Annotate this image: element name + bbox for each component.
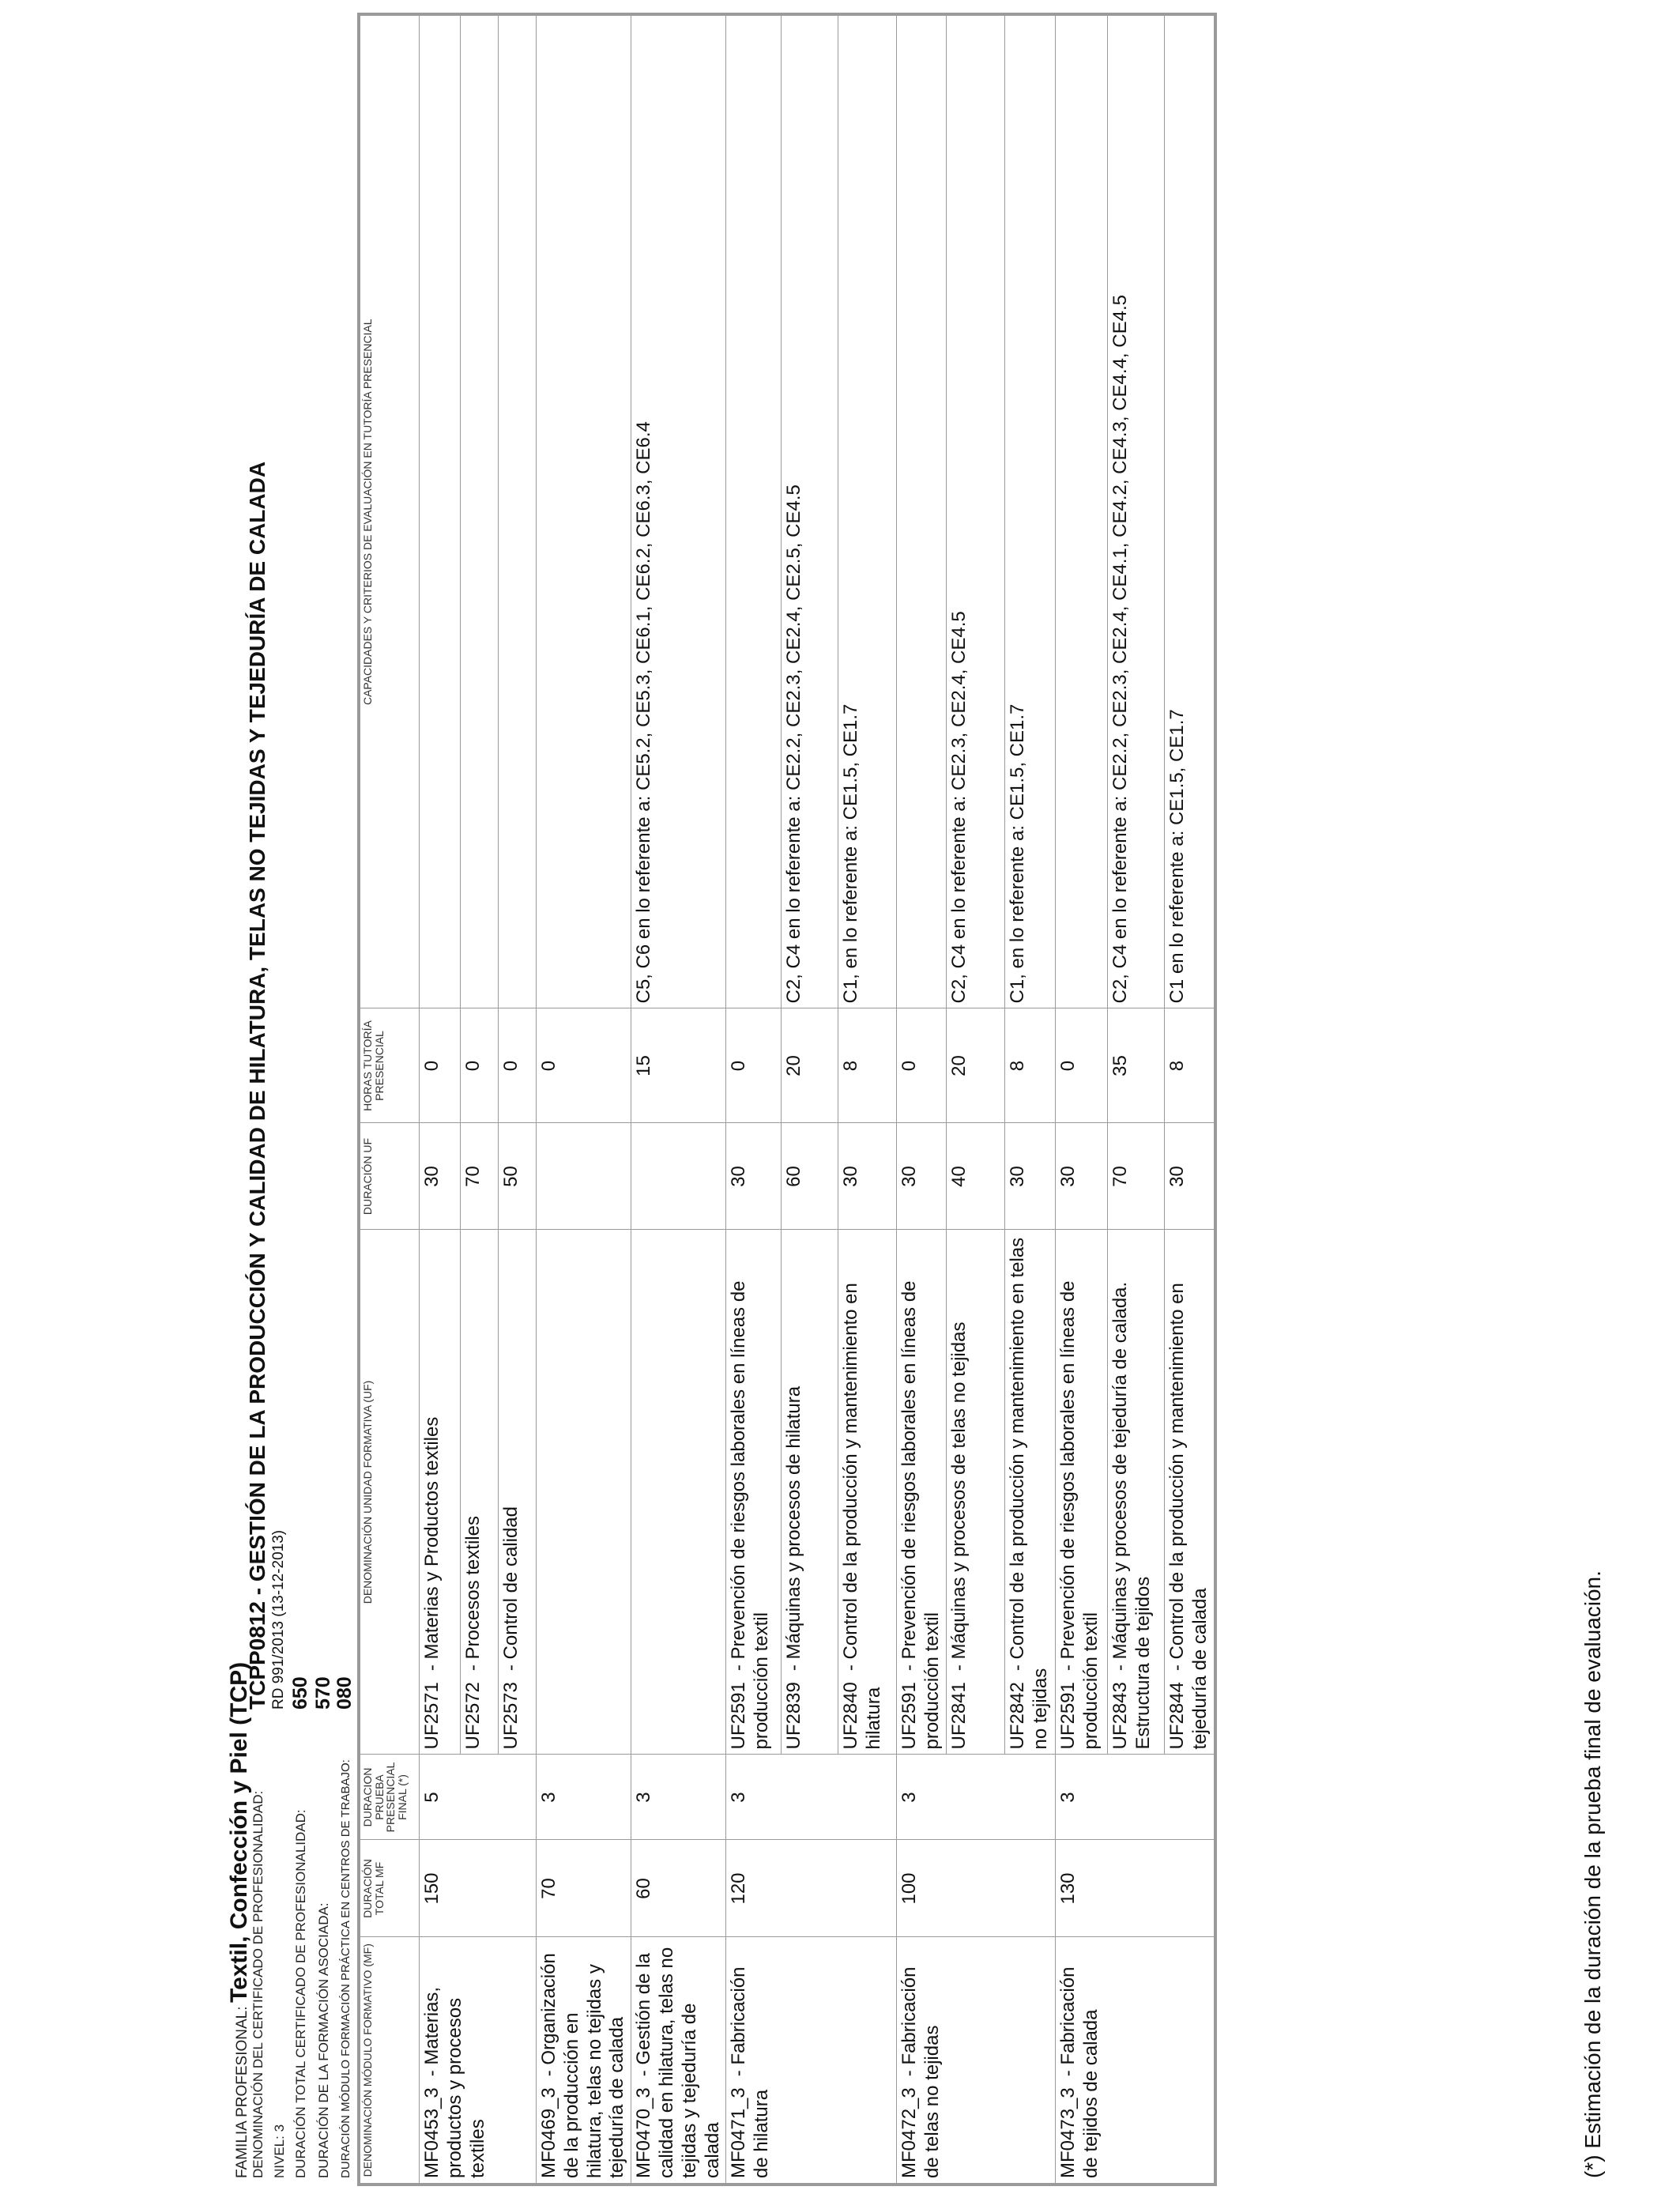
capacidades-text (897, 14, 947, 1008)
duracion-practica-row (333, 1676, 356, 2178)
familia-value: Textil, Confección y Piel (TCP) (226, 1661, 252, 2004)
uf-name: - Máquinas y procesos de hilatura (783, 1385, 805, 1672)
capacidades-text: C1, en lo referente a: CE1.5, CE1.7 (838, 14, 897, 1008)
uf-code: UF2591 (728, 1682, 750, 1750)
certificado-label: DENOMINACIÓN DEL CERTIFICADO DE PROFESIONALIDAD: (250, 1790, 266, 2178)
uf-duracion: 30 (838, 1123, 897, 1230)
uf-name: - Control de la producción y mantenimiento en tejeduría de calada (1166, 1283, 1211, 1750)
horas-tutoria: 8 (838, 1008, 897, 1123)
col-header-duracion-uf: DURACIÓN UF (359, 1123, 420, 1230)
uf-duracion: 30 (897, 1123, 947, 1230)
mf-name: - Materias, productos y procesos textiles (421, 1986, 488, 2178)
horas-tutoria: 15 (631, 1008, 726, 1123)
table-row (537, 14, 631, 2185)
mf-name: - Organización de la producción en hilatura, telas no tejidas y tejeduría de calada (538, 1953, 628, 2178)
modules-table (357, 13, 1217, 2186)
horas-tutoria: 0 (499, 1008, 537, 1123)
mf-name: - Gestión de la calidad en hilatura, telas no tejidas y tejeduría de calada (633, 1947, 723, 2178)
uf-code: UF2591 (1057, 1682, 1079, 1750)
mf-cell (537, 1937, 631, 2185)
horas-tutoria: 35 (1107, 1008, 1164, 1123)
duracion-total-label: DURACIÓN TOTAL CERTIFICADO DE PROFESIONALIDAD: (293, 1809, 308, 2178)
uf-duracion: 30 (420, 1123, 461, 1230)
horas-tutoria: 0 (897, 1008, 947, 1123)
table-body (420, 14, 1215, 2185)
capacidades-text: C1 en lo referente a: CE1.5, CE1.7 (1164, 14, 1215, 1008)
mf-name: - Fabricación de tejidos de calada (1057, 1966, 1102, 2178)
duracion-formacion-row (312, 1676, 334, 2178)
certificado-title: TCPP0812 - GESTIÓN DE LA PRODUCCIÓN Y CALIDAD DE HILATURA, TELAS NO TEJIDAS Y TEJEDURÍA DE CALADA (245, 461, 269, 1710)
mf-cell (420, 1937, 537, 2185)
uf-code: UF2842 (1006, 1682, 1028, 1750)
uf-cell (631, 1230, 726, 1755)
mf-duracion: 70 (537, 1840, 631, 1937)
table-header-row (359, 14, 420, 2185)
mf-cell (897, 1937, 1056, 2185)
uf-code: UF2843 (1109, 1682, 1131, 1750)
duracion-total-row (289, 1676, 311, 2178)
horas-tutoria: 8 (1004, 1008, 1055, 1123)
mf-prueba: 5 (420, 1755, 537, 1840)
col-header-uf: DENOMINACIÓN UNIDAD FORMATIVA (UF) (359, 1230, 420, 1755)
mf-cell (631, 1937, 726, 2185)
uf-cell (1004, 1230, 1055, 1755)
uf-duracion: 70 (461, 1123, 499, 1230)
uf-code: UF2572 (462, 1682, 484, 1750)
uf-code: UF2571 (421, 1682, 443, 1750)
horas-tutoria: 20 (782, 1008, 838, 1123)
familia-row (228, 1662, 251, 2178)
uf-name: - Control de la producción y mantenimiento en telas no tejidas (1006, 1237, 1051, 1750)
uf-duracion: 70 (1107, 1123, 1164, 1230)
uf-cell (838, 1230, 897, 1755)
uf-name: - Control de calidad (500, 1506, 522, 1672)
uf-name: - Procesos textiles (462, 1516, 484, 1672)
nivel-label: NIVEL: 3 (272, 2124, 287, 2178)
uf-name: - Máquinas y procesos de telas no tejidas (947, 1321, 970, 1672)
uf-cell (499, 1230, 537, 1755)
capacidades-text: C2, C4 en lo referente a: CE2.2, CE2.3, CE2.4, CE2.5, CE4.5 (782, 14, 838, 1008)
horas-tutoria: 0 (461, 1008, 499, 1123)
uf-code: UF2841 (947, 1682, 970, 1750)
duracion-practica-value: 080 (333, 1676, 356, 1710)
horas-tutoria: 8 (1164, 1008, 1215, 1123)
footnote: (*) Estimación de la duración de la prueba final de evaluación. (1580, 1570, 1605, 2178)
uf-code: UF2839 (783, 1682, 805, 1750)
capacidades-text: C1, en lo referente a: CE1.5, CE1.7 (1004, 14, 1055, 1008)
certificado-row (245, 461, 269, 2178)
uf-name: - Prevención de riesgos laborales en líneas de producción textil (1057, 1280, 1102, 1750)
uf-code: UF2840 (840, 1682, 862, 1750)
uf-duracion: 50 (499, 1123, 537, 1230)
mf-cell (1055, 1937, 1215, 2185)
uf-duracion: 30 (726, 1123, 782, 1230)
uf-cell (782, 1230, 838, 1755)
uf-cell (726, 1230, 782, 1755)
uf-name: - Prevención de riesgos laborales en líneas de producción textil (898, 1280, 944, 1750)
table-row (1055, 14, 1107, 2185)
horas-tutoria: 0 (1055, 1008, 1107, 1123)
mf-duracion: 60 (631, 1840, 726, 1937)
uf-cell (1055, 1230, 1107, 1755)
uf-name: - Máquinas y procesos de tejeduría de calada. Estructura de tejidos (1109, 1281, 1154, 1750)
capacidades-text: C5, C6 en lo referente a: CE5.2, CE5.3, CE6.1, CE6.2, CE6.3, CE6.4 (631, 14, 726, 1008)
mf-name: - Fabricación de hilatura (728, 1966, 773, 2178)
nivel-row (270, 1529, 287, 2178)
uf-duracion (631, 1123, 726, 1230)
mf-name: - Fabricación de telas no tejidas (898, 1966, 944, 2178)
capacidades-text (461, 14, 499, 1008)
rd-value: RD 991/2013 (13-12-2013) (270, 1529, 287, 1710)
uf-cell (1164, 1230, 1215, 1755)
mf-prueba: 3 (1055, 1755, 1215, 1840)
capacidades-text (499, 14, 537, 1008)
mf-cell (726, 1937, 897, 2185)
uf-duracion: 40 (946, 1123, 1004, 1230)
col-header-capacidades: CAPACIDADES Y CRITERIOS DE EVALUACIÓN EN TUTORÍA PRESENCIAL (359, 14, 420, 1008)
capacidades-text: C2, C4 en lo referente a: CE2.3, CE2.4, CE4.5 (946, 14, 1004, 1008)
mf-code: MF0469_3 (538, 2087, 559, 2178)
duracion-formacion-value: 570 (312, 1676, 334, 1710)
uf-cell (420, 1230, 461, 1755)
duracion-total-value: 650 (289, 1676, 311, 1710)
uf-duracion: 30 (1004, 1123, 1055, 1230)
mf-code: MF0453_3 (421, 2087, 443, 2178)
uf-cell (897, 1230, 947, 1755)
table-row (897, 14, 947, 2185)
uf-code: UF2573 (500, 1682, 522, 1750)
mf-prueba: 3 (897, 1755, 1056, 1840)
uf-cell (537, 1230, 631, 1755)
col-header-mf: DENOMINACIÓN MÓDULO FORMATIVO (MF) (359, 1937, 420, 2185)
duracion-formacion-label: DURACIÓN DE LA FORMACIÓN ASOCIADA: (316, 1902, 331, 2178)
mf-duracion: 120 (726, 1840, 897, 1937)
horas-tutoria: 0 (537, 1008, 631, 1123)
mf-code: MF0472_3 (898, 2087, 921, 2178)
uf-duracion: 30 (1164, 1123, 1215, 1230)
uf-duracion: 60 (782, 1123, 838, 1230)
horas-tutoria: 0 (420, 1008, 461, 1123)
uf-name: - Prevención de riesgos laborales en líneas de producción textil (728, 1280, 773, 1750)
horas-tutoria: 0 (726, 1008, 782, 1123)
uf-name: - Control de la producción y mantenimiento en hilatura (840, 1283, 885, 1750)
uf-duracion: 30 (1055, 1123, 1107, 1230)
mf-prueba: 3 (631, 1755, 726, 1840)
uf-cell (1107, 1230, 1164, 1755)
mf-prueba: 3 (537, 1755, 631, 1840)
col-header-horas-tutoria: HORAS TUTORÍA PRESENCIAL (359, 1008, 420, 1123)
mf-duracion: 100 (897, 1840, 1056, 1937)
mf-duracion: 150 (420, 1840, 537, 1937)
uf-cell (461, 1230, 499, 1755)
capacidades-text: C2, C4 en lo referente a: CE2.2, CE2.3, CE2.4, CE4.1, CE4.2, CE4.3, CE4.4, CE4.5 (1107, 14, 1164, 1008)
mf-code: MF0471_3 (728, 2087, 750, 2178)
uf-duracion (537, 1123, 631, 1230)
mf-code: MF0473_3 (1057, 2087, 1079, 2178)
uf-cell (946, 1230, 1004, 1755)
familia-label: FAMILIA PROFESIONAL: (234, 2006, 250, 2178)
table-row (420, 14, 461, 2185)
mf-prueba: 3 (726, 1755, 897, 1840)
horas-tutoria: 20 (946, 1008, 1004, 1123)
uf-code: UF2591 (898, 1682, 921, 1750)
col-header-duracion-mf: DURACIÓN TOTAL MF (359, 1840, 420, 1937)
col-header-prueba: DURACION PRUEBA PRESENCIAL FINAL (*) (359, 1755, 420, 1840)
duracion-practica-label: DURACIÓN MÓDULO FORMACIÓN PRÁCTICA EN CENTROS DE TRABAJO: (339, 1759, 352, 2178)
capacidades-text (537, 14, 631, 1008)
mf-duracion: 130 (1055, 1840, 1215, 1937)
uf-name: - Materias y Productos textiles (421, 1416, 443, 1672)
mf-code: MF0470_3 (633, 2087, 655, 2178)
uf-code: UF2844 (1166, 1682, 1188, 1750)
capacidades-text (1055, 14, 1107, 1008)
table-row (726, 14, 782, 2185)
capacidades-text (726, 14, 782, 1008)
capacidades-text (420, 14, 461, 1008)
table-row (631, 14, 726, 2185)
